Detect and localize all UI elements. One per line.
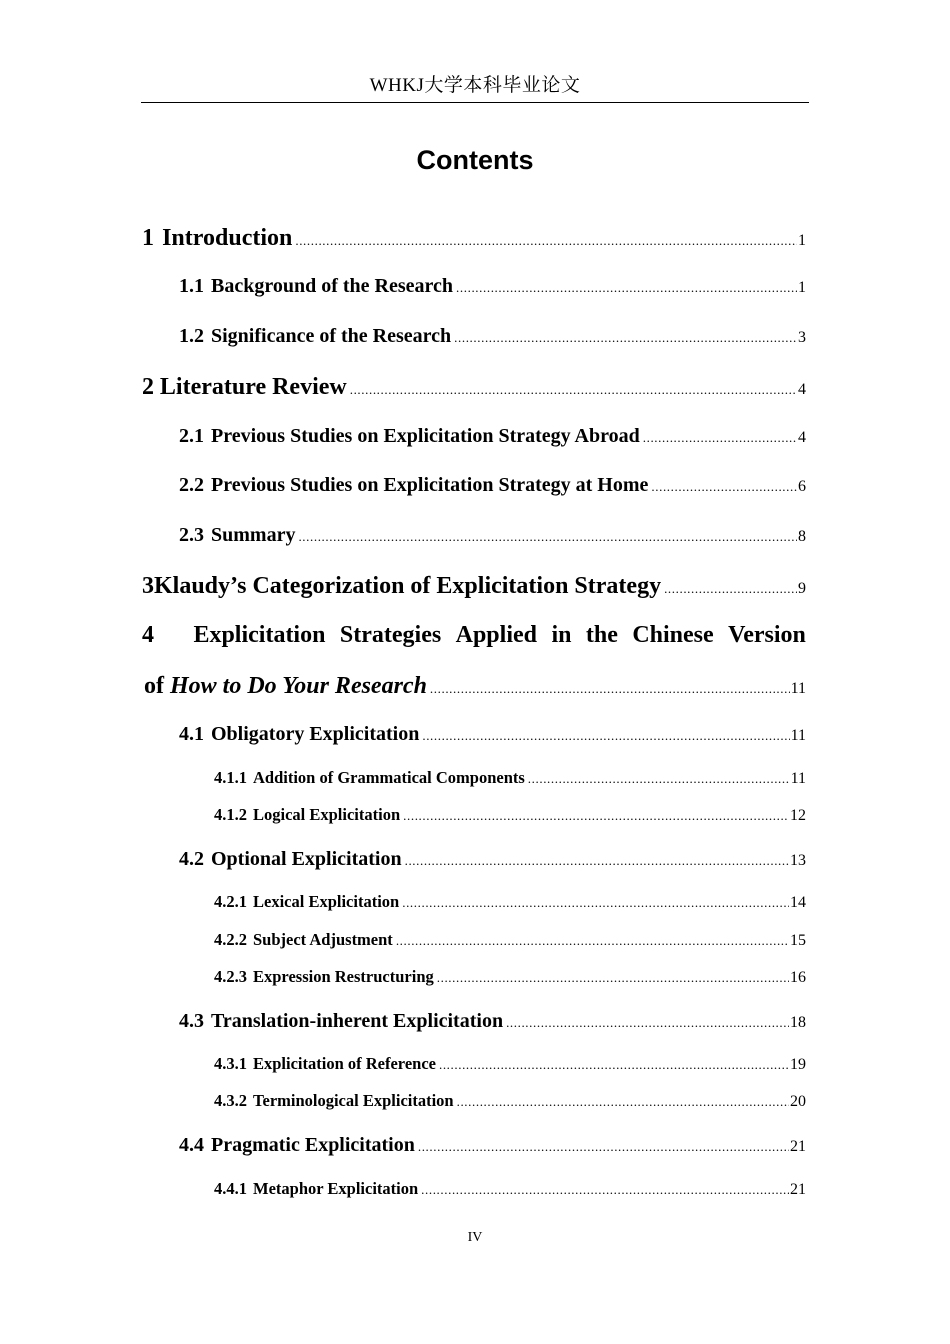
toc-page: 21 <box>790 1181 806 1198</box>
toc-label: Obligatory Explicitation <box>211 723 420 745</box>
toc-page: 1 <box>798 279 806 296</box>
toc-number: 4.2.3 <box>214 967 247 986</box>
toc-label-word: Applied <box>455 622 537 648</box>
toc-page: 11 <box>790 770 806 787</box>
toc-number: 2.3 <box>179 524 204 546</box>
toc-page: 4 <box>798 429 806 446</box>
toc-label: Subject Adjustment <box>253 930 393 949</box>
toc-number: 4.3.1 <box>214 1054 247 1073</box>
toc-entry-2-2[interactable] <box>142 474 806 506</box>
book-title: How to Do Your Research <box>170 673 427 699</box>
toc-number: 1 <box>142 225 154 251</box>
toc-page: 16 <box>790 969 806 986</box>
dot-leader <box>456 280 797 296</box>
toc-number: 4.4 <box>179 1134 204 1156</box>
toc-label: Background of the Research <box>211 275 454 297</box>
toc-entry-2-3[interactable] <box>142 524 806 556</box>
toc-label: Literature Review <box>159 374 347 400</box>
toc-page: 12 <box>790 807 806 824</box>
toc-page: 1 <box>798 232 806 249</box>
dot-leader <box>643 430 797 446</box>
toc-label-word: Version <box>728 622 806 648</box>
running-header: WHKJ大学本科毕业论文 <box>141 70 809 103</box>
toc-page: 6 <box>798 478 806 495</box>
dot-leader <box>418 1139 789 1155</box>
dot-leader <box>403 808 789 824</box>
toc-entry-1[interactable] <box>142 225 806 257</box>
toc-number: 4.1 <box>179 723 204 745</box>
toc-label-prefix: of <box>144 673 164 699</box>
toc-label: Significance of the Research <box>211 325 452 347</box>
toc-page: 19 <box>790 1056 806 1073</box>
toc-number: 4.2 <box>179 848 204 870</box>
dot-leader <box>295 233 797 249</box>
toc-number: 2.2 <box>179 474 204 496</box>
dot-leader <box>664 581 797 597</box>
dot-leader <box>421 1182 789 1198</box>
toc-label-word: the <box>585 622 618 648</box>
toc-label: Klaudy’s Categorization of Explicitation Strategy <box>154 573 662 599</box>
toc-entry-4-1-2[interactable] <box>142 805 806 837</box>
toc-entry-3[interactable] <box>142 573 806 605</box>
dot-leader <box>430 681 790 697</box>
toc-entry-4-4-1[interactable] <box>142 1179 806 1211</box>
toc-label: Optional Explicitation <box>211 848 402 870</box>
dot-leader <box>506 1015 789 1031</box>
toc-label: Previous Studies on Explicitation Strategy at Home <box>211 474 649 496</box>
toc-number: 4.3 <box>179 1010 204 1032</box>
dot-leader <box>439 1057 789 1073</box>
toc-entry-2-1[interactable] <box>142 425 806 457</box>
toc-page: 8 <box>798 528 806 545</box>
toc-label: Expression Restructuring <box>253 967 434 986</box>
toc-number: 3 <box>142 573 154 599</box>
toc-page: 18 <box>790 1014 806 1031</box>
dot-leader <box>457 1094 789 1110</box>
toc-page: 21 <box>790 1138 806 1155</box>
toc-number: 4.1.2 <box>214 805 247 824</box>
toc-label-word: in <box>551 622 572 648</box>
toc-entry-4-1-1[interactable] <box>142 768 806 800</box>
toc-entry-4-line2[interactable] <box>144 673 806 705</box>
toc-label: Previous Studies on Explicitation Strategy Abroad <box>211 425 640 447</box>
footer-page-number: IV <box>467 1230 483 1245</box>
toc-entry-4-1[interactable] <box>142 723 806 755</box>
toc-entry-4-3-2[interactable] <box>142 1091 806 1123</box>
toc-page: 11 <box>790 727 806 744</box>
dot-leader <box>298 529 797 545</box>
toc-number: 4.4.1 <box>214 1179 247 1198</box>
toc-entry-4-3-1[interactable] <box>142 1054 806 1086</box>
toc-number: 1.2 <box>179 325 204 347</box>
dot-leader <box>454 330 797 346</box>
toc-label: Explicitation of Reference <box>253 1054 436 1073</box>
toc-label: Introduction <box>162 225 293 251</box>
toc-page: 20 <box>790 1093 806 1110</box>
toc-label-word: Strategies <box>339 622 442 648</box>
toc-label: Lexical Explicitation <box>253 892 400 911</box>
toc-label: Summary <box>211 524 296 546</box>
toc-entry-2[interactable] <box>142 374 806 406</box>
toc-entry-4-2-2[interactable] <box>142 930 806 962</box>
toc-number: 2.1 <box>179 425 204 447</box>
toc-entry-1-1[interactable] <box>142 275 806 307</box>
toc-page: 11 <box>790 680 806 697</box>
toc-page: 3 <box>798 329 806 346</box>
toc-entry-4-2-3[interactable] <box>142 967 806 999</box>
dot-leader <box>405 853 789 869</box>
toc-page: 13 <box>790 852 806 869</box>
toc-entry-4-line1[interactable] <box>142 622 806 656</box>
toc-page: 15 <box>790 932 806 949</box>
toc-entry-4-2[interactable] <box>142 848 806 880</box>
toc-entry-4-4[interactable] <box>142 1134 806 1166</box>
toc-page: 9 <box>798 580 806 597</box>
toc-label-word: Explicitation <box>193 622 326 648</box>
toc-number: 4 <box>142 622 154 648</box>
toc-entry-1-2[interactable] <box>142 325 806 357</box>
toc-label: Addition of Grammatical Components <box>253 768 525 787</box>
toc-label: Translation-inherent Explicitation <box>211 1010 504 1032</box>
toc-entry-4-2-1[interactable] <box>142 892 806 924</box>
dot-leader <box>350 382 797 398</box>
dot-leader <box>396 933 789 949</box>
toc-number: 4.2.1 <box>214 892 247 911</box>
dot-leader <box>528 771 790 787</box>
dot-leader <box>402 895 789 911</box>
toc-label: Terminological Explicitation <box>253 1091 454 1110</box>
toc-page: 14 <box>790 894 806 911</box>
dot-leader <box>651 479 797 495</box>
toc-label: Pragmatic Explicitation <box>211 1134 415 1156</box>
toc-number: 4.2.2 <box>214 930 247 949</box>
dot-leader <box>437 970 789 986</box>
toc-label: Logical Explicitation <box>253 805 401 824</box>
toc-page: 4 <box>798 381 806 398</box>
dot-leader <box>422 728 789 744</box>
toc-label <box>144 673 427 700</box>
toc-label-word: Chinese <box>632 622 714 648</box>
toc-label: Metaphor Explicitation <box>253 1179 419 1198</box>
toc-number: 2 <box>142 374 154 400</box>
toc-number: 4.3.2 <box>214 1091 247 1110</box>
toc-entry-4-3[interactable] <box>142 1010 806 1042</box>
toc-number: 4.1.1 <box>214 768 247 787</box>
toc-number: 1.1 <box>179 275 204 297</box>
page-title: Contents <box>416 145 534 175</box>
